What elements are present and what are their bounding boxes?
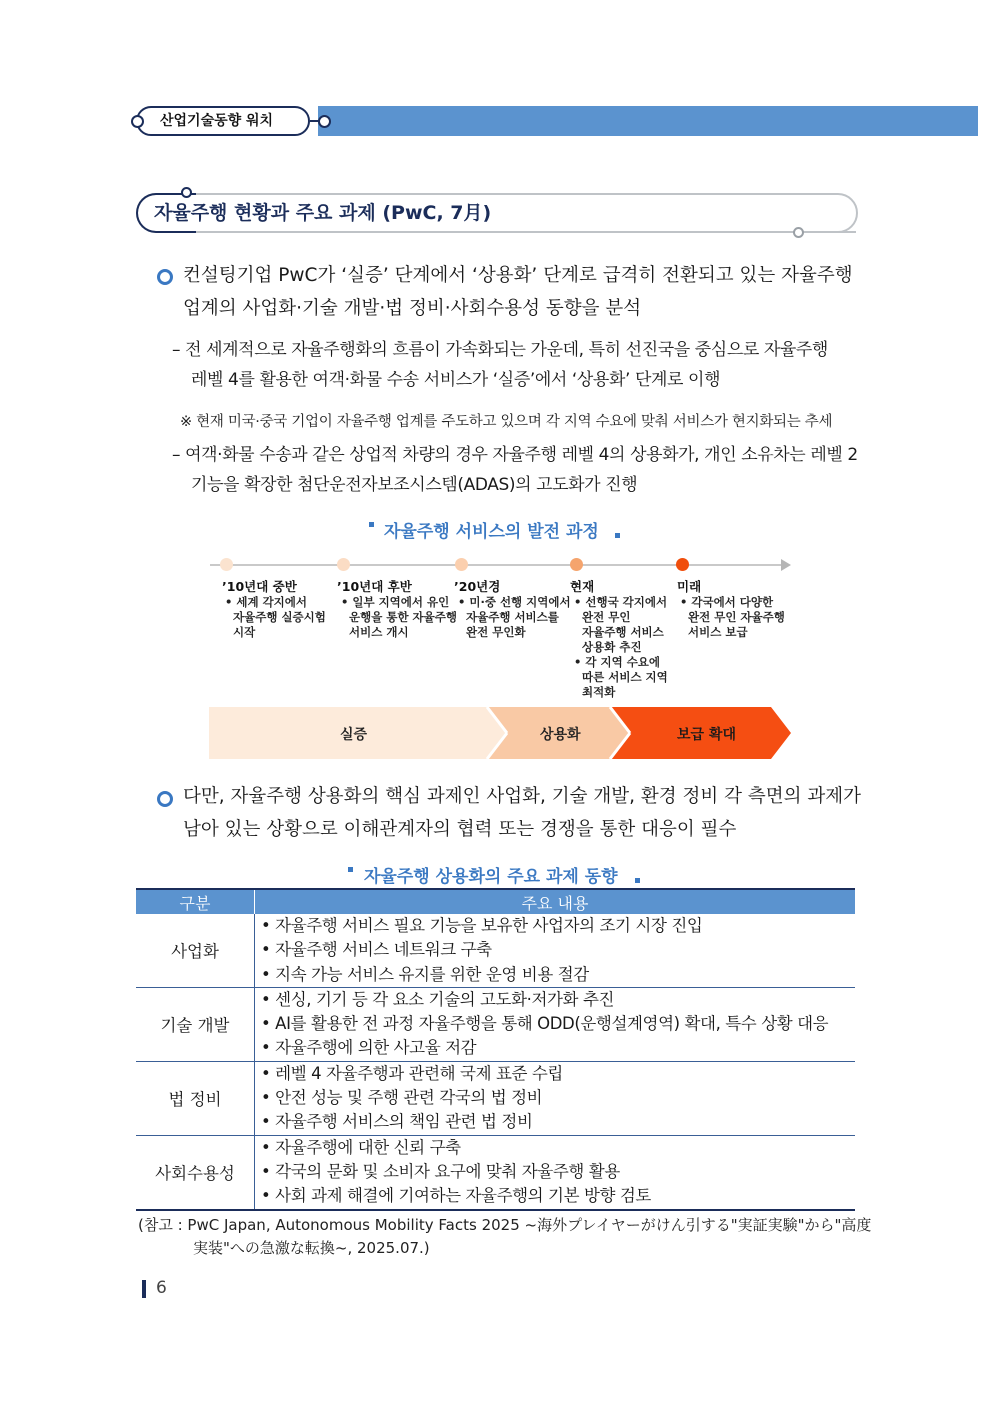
row-content bbox=[255, 914, 856, 987]
timeline-desc: • 각국에서 다양한 완전 무인 자율주행 서비스 보급 bbox=[680, 595, 785, 639]
timeline-dot bbox=[455, 558, 468, 571]
timeline-axis bbox=[210, 564, 785, 566]
row-item: • 자율주행 서비스의 책임 관련 법 정비 bbox=[261, 1112, 533, 1132]
section-tail-dot-icon bbox=[793, 227, 804, 238]
section-dot-icon bbox=[181, 187, 192, 198]
row-item: • 사회 과제 해결에 기여하는 자율주행의 기본 방향 검토 bbox=[261, 1186, 651, 1206]
row-category: 사회수용성 bbox=[136, 1135, 255, 1209]
timeline-desc: • 일부 지역에서 유인 운행을 통한 자율주행 서비스 개시 bbox=[341, 595, 457, 639]
section-tail-line bbox=[800, 231, 856, 233]
table-title-end-icon bbox=[635, 878, 640, 883]
row-item: • 센싱, 기기 등 각 요소 기술의 고도화·저가화 추진 bbox=[261, 989, 615, 1009]
page-number: 6 bbox=[156, 1278, 167, 1298]
row-item: • 안전 성능 및 주행 관련 각국의 법 정비 bbox=[261, 1088, 543, 1108]
reference-line2: 実装"への急激な転換~, 2025.07.) bbox=[193, 1239, 430, 1257]
row-category: 법 정비 bbox=[136, 1061, 255, 1135]
timeline-period: 미래 bbox=[677, 579, 702, 594]
stage-commercial bbox=[500, 707, 620, 759]
timeline-dot bbox=[220, 558, 233, 571]
table-header-row bbox=[136, 889, 855, 914]
bullet1-line1: 컨설팅기업 PwC가 ‘실증’ 단계에서 ‘상용화’ 단계로 급격히 전환되고 있는 자율주행 bbox=[183, 265, 853, 286]
timeline-dot bbox=[570, 558, 583, 571]
figure-title-mark-icon bbox=[369, 522, 374, 527]
reference-line1: (참고 : PwC Japan, Autonomous Mobility Facts 2025 ~海外プレイヤーがけん引する"実証実験"から"高度 bbox=[138, 1216, 872, 1234]
tasks-table bbox=[136, 888, 855, 1211]
figure-title-end-icon bbox=[615, 533, 620, 538]
row-content bbox=[255, 1061, 856, 1135]
header-band bbox=[318, 106, 978, 136]
row-item: • 자율주행 서비스 네트워크 구축 bbox=[261, 940, 492, 960]
row-item: • 각국의 문화 및 소비자 요구에 맞춰 자율주행 활용 bbox=[261, 1161, 620, 1181]
timeline-period: 현재 bbox=[570, 579, 595, 594]
row-item: • 자율주행에 의한 사고율 저감 bbox=[261, 1038, 477, 1058]
table-row bbox=[136, 1135, 855, 1209]
row-content bbox=[255, 1135, 856, 1209]
table-row bbox=[136, 914, 855, 987]
timeline-period: ’10년대 후반 bbox=[337, 579, 412, 594]
bullet1-sub1-line1: – 전 세계적으로 자율주행화의 흐름이 가속화되는 가운데, 특히 선진국을 중심으로 자율주행 bbox=[172, 340, 828, 360]
timeline-desc: • 미·중 선행 지역에서 자율주행 서비스를 완전 무인화 bbox=[458, 595, 571, 639]
stage-label: 실증 bbox=[340, 727, 368, 743]
timeline-period: ’10년대 중반 bbox=[222, 579, 297, 594]
row-item: • 자율주행 서비스 필요 기능을 보유한 사업자의 조기 시장 진입 bbox=[261, 916, 703, 935]
bullet1-sub2-line2: 기능을 확장한 첨단운전자보조시스템(ADAS)의 고도화가 진행 bbox=[191, 475, 638, 495]
header-category: 구분 bbox=[136, 889, 255, 914]
table-row bbox=[136, 987, 855, 1061]
timeline-desc: • 세계 각지에서 자율주행 실증시험 시작 bbox=[225, 595, 326, 639]
stage-label: 상용화 bbox=[540, 727, 581, 743]
header-left-dot-icon bbox=[131, 115, 144, 128]
figure-title: 자율주행 서비스의 발전 과정 bbox=[384, 522, 599, 542]
row-content bbox=[255, 987, 856, 1061]
bullet-ring-icon bbox=[157, 791, 173, 807]
bullet-ring-icon bbox=[157, 269, 173, 285]
row-item: • AI를 활용한 전 과정 자율주행을 통해 ODD(운행설계영역) 확대, 특수 상황 대응 bbox=[261, 1014, 829, 1034]
row-item: • 자율주행에 대한 신뢰 구축 bbox=[261, 1137, 461, 1157]
header-right-dot-icon bbox=[318, 115, 331, 128]
table-title: 자율주행 상용화의 주요 과제 동향 bbox=[364, 867, 618, 887]
section-title: 자율주행 현황과 주요 과제 (PwC, 7月) bbox=[154, 202, 492, 224]
bullet1-line2: 업계의 사업화·기술 개발·법 정비·사회수용성 동향을 분석 bbox=[183, 298, 642, 319]
stage-label: 보급 확대 bbox=[677, 727, 736, 743]
timeline-dot bbox=[676, 558, 689, 571]
stage-expansion bbox=[640, 707, 780, 759]
row-category: 사업화 bbox=[136, 914, 255, 987]
table-title-mark-icon bbox=[348, 867, 353, 872]
timeline-desc: • 선행국 각지에서 완전 무인 자율주행 서비스 상용화 추진 • 각 지역 수요에 따른 서비스 지역 최적화 bbox=[574, 595, 668, 699]
bullet1-sub1-line2: 레벨 4를 활용한 여객·화물 수송 서비스가 ‘실증’에서 ‘상용화’ 단계로 이행 bbox=[191, 370, 721, 390]
header-content: 주요 내용 bbox=[255, 889, 856, 914]
timeline-dot bbox=[337, 558, 350, 571]
row-item: • 지속 가능 서비스 유지를 위한 운영 비용 절감 bbox=[261, 964, 589, 984]
row-category: 기술 개발 bbox=[136, 987, 255, 1061]
table-row bbox=[136, 1061, 855, 1135]
bullet2-line2: 남아 있는 상황으로 이해관계자의 협력 또는 경쟁을 통한 대응이 필수 bbox=[183, 819, 737, 840]
header-title: 산업기술동향 워치 bbox=[136, 106, 310, 136]
page-marker-icon bbox=[142, 1280, 146, 1298]
row-item: • 레벨 4 자율주행과 관련해 국제 표준 수립 bbox=[261, 1063, 563, 1083]
timeline-arrow-icon bbox=[781, 559, 791, 571]
bullet1-note: ※ 현재 미국·중국 기업이 자율주행 업계를 주도하고 있으며 각 지역 수요에 맞춰 서비스가 현지화되는 추세 bbox=[180, 414, 833, 430]
stage-demo bbox=[209, 707, 489, 759]
bullet1-sub2-line1: – 여객·화물 수송과 같은 상업적 차량의 경우 자율주행 레벨 4의 상용화가, 개인 소유차는 레벨 2 bbox=[172, 445, 858, 465]
timeline-period: ’20년경 bbox=[454, 579, 501, 594]
bullet2-line1: 다만, 자율주행 상용화의 핵심 과제인 사업화, 기술 개발, 환경 정비 각 측면의 과제가 bbox=[183, 786, 861, 807]
